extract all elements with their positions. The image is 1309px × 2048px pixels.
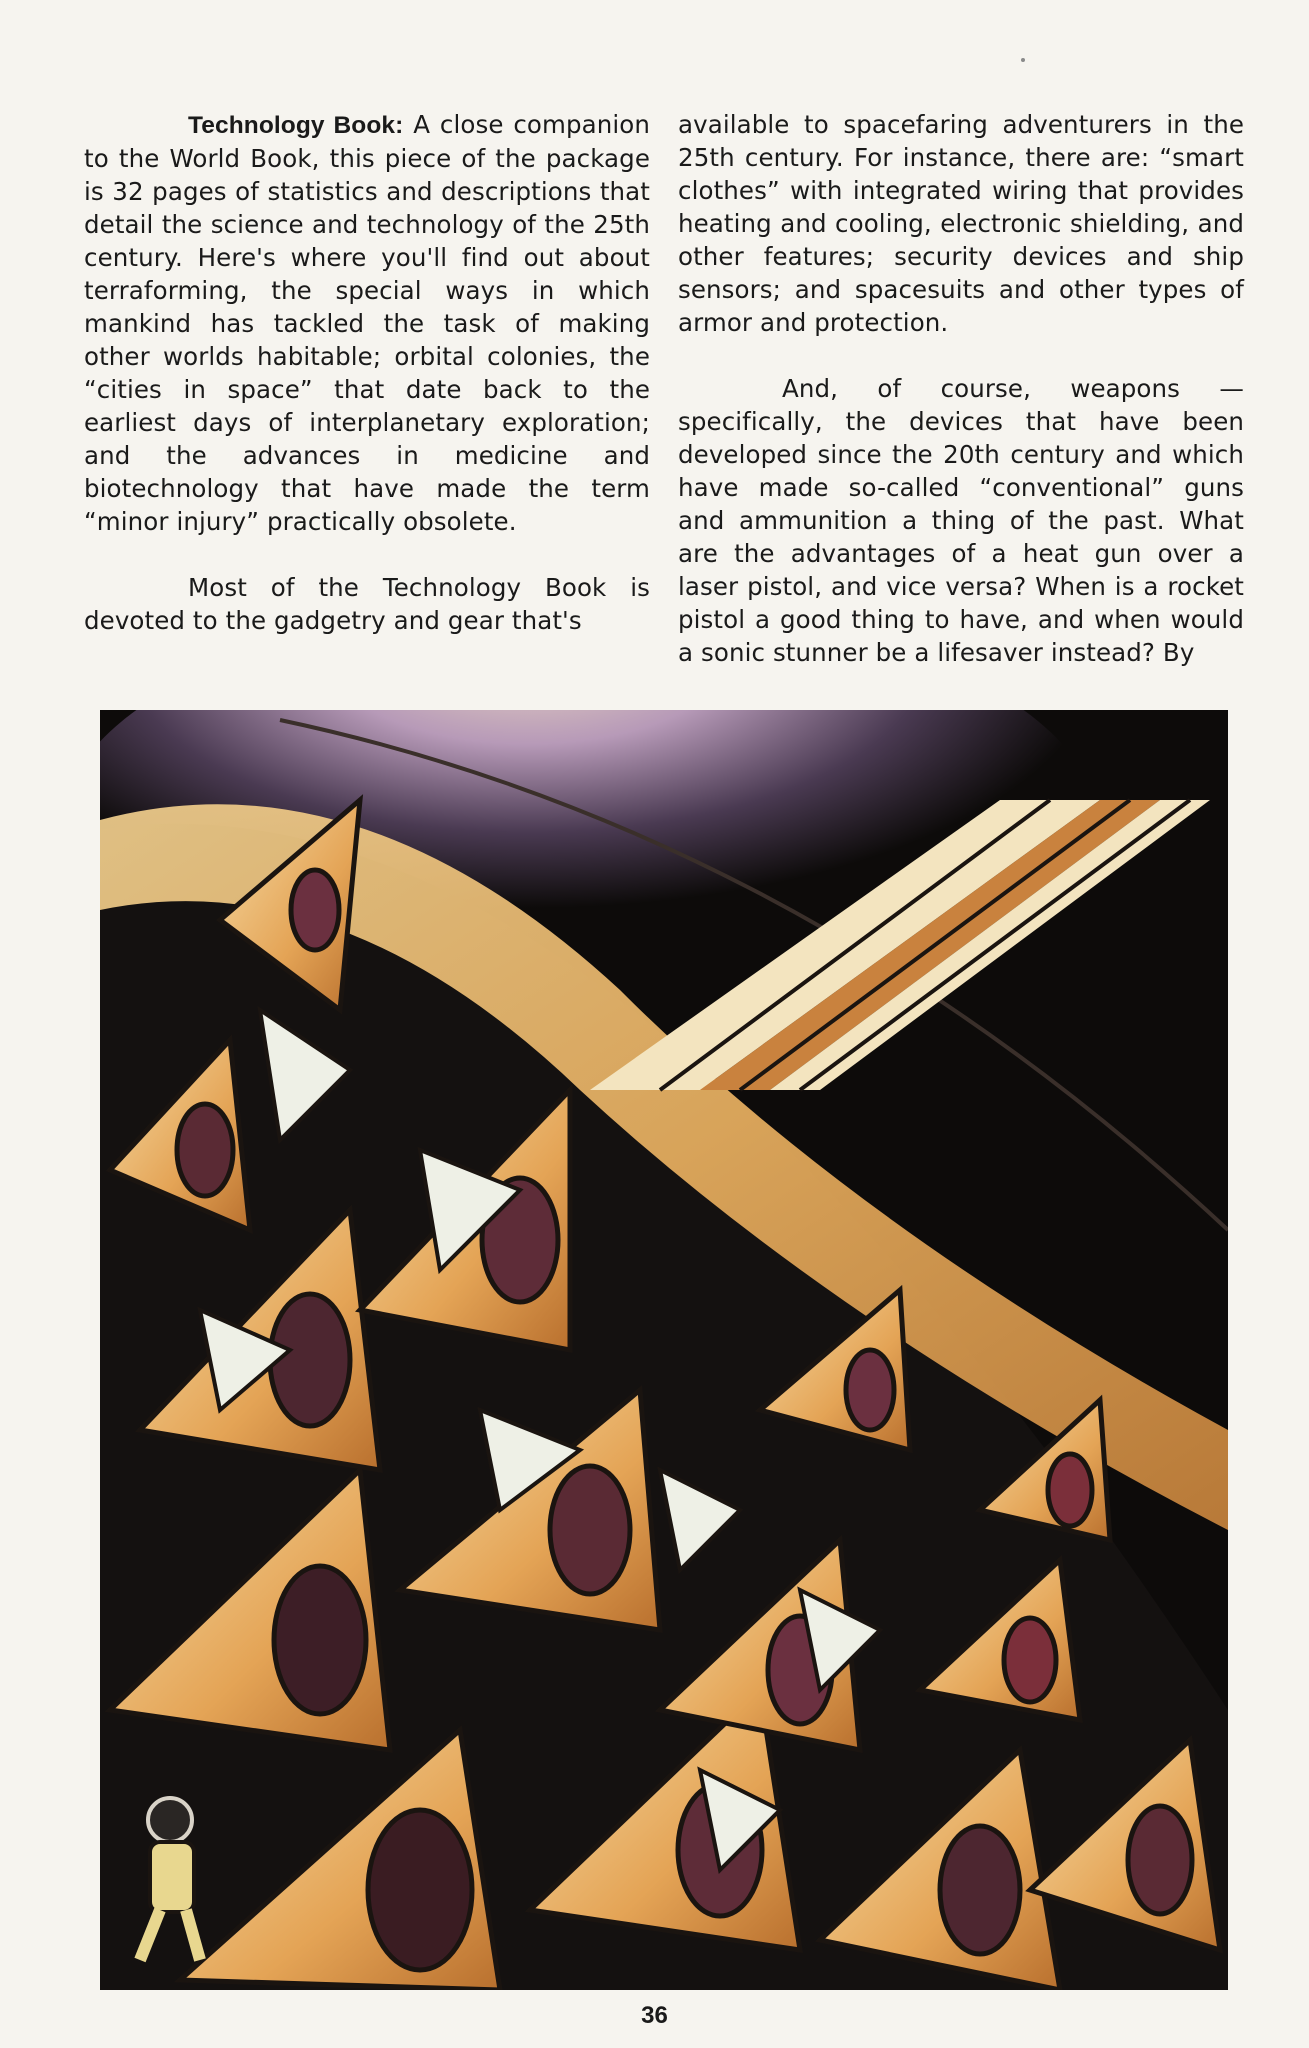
technology-book-paragraph (84, 108, 650, 538)
weapons-paragraph: And, of course, weapons — specifically, the devices that have been developed since the 20th century and which have made so-called “conventional” guns and ammunition a thing of the past. What are the advantages of a heat gun over a laser pistol, and vice versa? When is a rocket pistol a good thing to have, and when would a sonic stunner be a lifesaver instead? By (678, 374, 1244, 667)
technology-book-heading: Technology Book: (188, 112, 404, 139)
paper-speck (1021, 58, 1025, 62)
illustration-art (100, 710, 1228, 1990)
gear-list-paragraph: available to spacefaring adventurers in the 25th century. For instance, there are: “smart clothes” with integrated wiring that provides heating and cooling, electronic shielding, and other features; security devices and ship sensors; and spacesuits and other types of armor and protection. (678, 110, 1244, 337)
gadgetry-paragraph: Most of the Technology Book is devoted to the gadgetry and gear that's (84, 573, 650, 635)
technology-book-text: A close companion to the World Book, this piece of the package is 32 pages of statistics and descriptions that detail the science and technology of the 25th century. Here's where you'll find out about terraforming, the special ways in which mankind has tackled the task of making other worlds habitable; orbital colonies, the “cities in space” that date back to the earliest days of interplanetary exploration; and the advances in medicine and biotechnology that have made the term “minor injury” practically obsolete. (84, 110, 650, 536)
space-fleet-illustration (100, 710, 1228, 1990)
right-column (678, 108, 1244, 702)
left-column (84, 108, 650, 670)
page-number: 36 (641, 2002, 668, 2029)
